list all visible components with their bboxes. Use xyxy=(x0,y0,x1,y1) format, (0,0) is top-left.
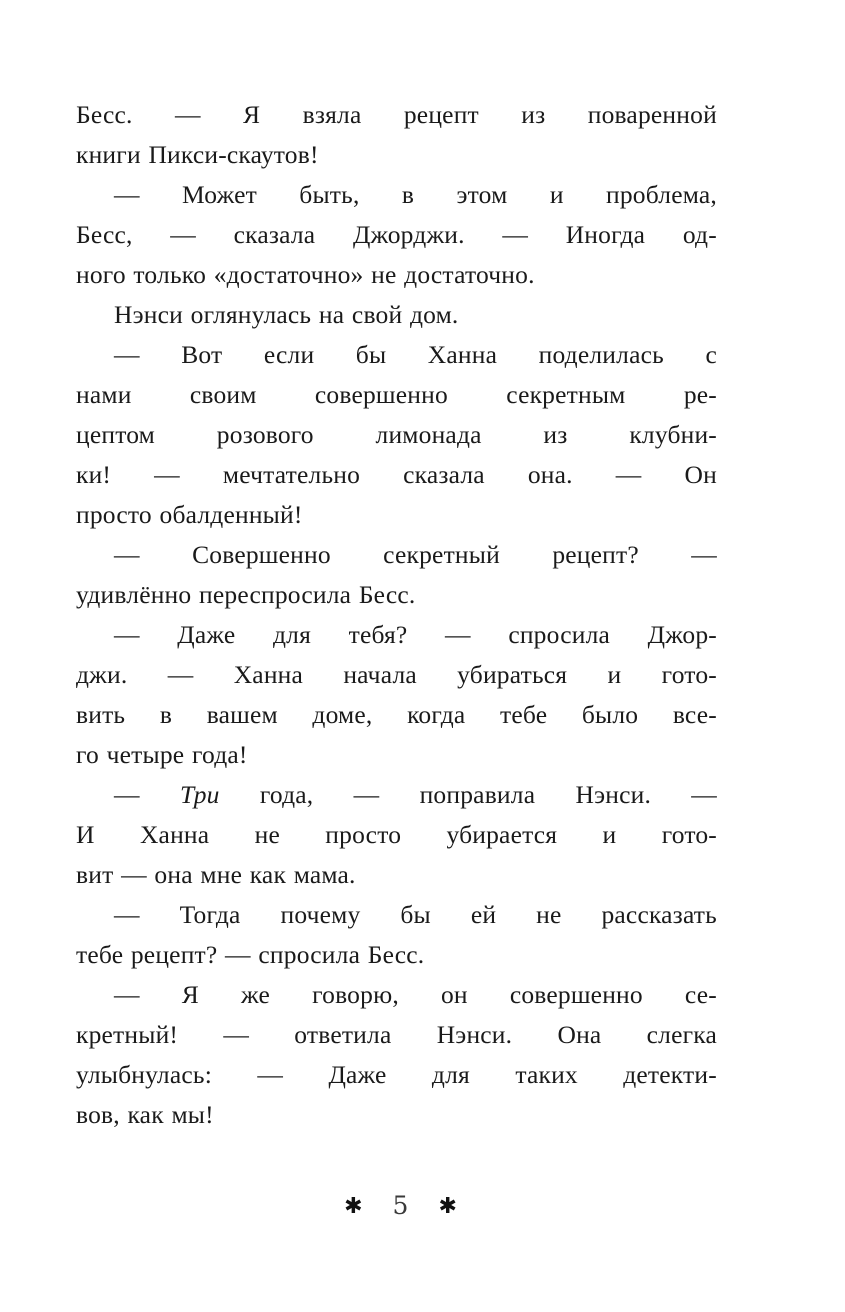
word: Даже xyxy=(328,1060,387,1089)
text-line xyxy=(76,820,717,860)
page-footer xyxy=(0,1193,845,1218)
paragraph xyxy=(76,780,717,900)
word: как xyxy=(249,860,287,889)
text-line xyxy=(76,620,717,660)
word: и xyxy=(607,660,622,689)
word: мне xyxy=(200,860,243,889)
word: бы xyxy=(355,340,387,369)
word: го xyxy=(76,740,99,769)
word: — xyxy=(691,540,717,569)
paragraph xyxy=(76,340,717,540)
word: книги xyxy=(76,140,141,169)
word: Нэнси. xyxy=(436,1020,513,1049)
word: достаточно. xyxy=(404,260,535,289)
word: этом xyxy=(456,180,508,209)
word: Джорджи. xyxy=(352,220,465,249)
word: на xyxy=(318,300,345,329)
footer-ornament-group xyxy=(344,1193,457,1218)
word: сказала xyxy=(233,220,316,249)
word: поделилась xyxy=(538,340,664,369)
word: доме, xyxy=(312,700,373,729)
word: Тогда xyxy=(179,900,241,929)
text-line xyxy=(76,220,717,260)
word: спросила xyxy=(508,620,611,649)
word: — xyxy=(174,100,201,129)
word: Она xyxy=(557,1020,602,1049)
word: — xyxy=(114,180,140,209)
word: не xyxy=(371,260,397,289)
word: рецепт? xyxy=(552,540,639,569)
word: тебя? xyxy=(348,620,408,649)
word: — xyxy=(114,540,140,569)
word: быть, xyxy=(299,180,360,209)
word: убираться xyxy=(457,660,568,689)
word: как xyxy=(127,1100,164,1129)
word: рецепт? xyxy=(130,940,218,969)
word: же xyxy=(241,980,271,1009)
word: Нэнси xyxy=(114,300,183,329)
text-line xyxy=(76,1060,717,1100)
paragraph xyxy=(76,620,717,780)
word: улыбнулась: xyxy=(76,1060,213,1089)
text-line xyxy=(76,340,717,380)
word: рецепт xyxy=(403,100,479,129)
word: — xyxy=(257,1060,284,1089)
word: Совершенно xyxy=(192,540,331,569)
word: начала xyxy=(343,660,417,689)
text-line xyxy=(76,580,717,620)
word: обалденный! xyxy=(159,500,303,529)
word: ного xyxy=(76,260,126,289)
word: секретный xyxy=(383,540,500,569)
word: в xyxy=(159,700,173,729)
word: — xyxy=(353,780,380,809)
word: Бесс, xyxy=(76,220,133,249)
text-line xyxy=(76,260,717,300)
text-line xyxy=(76,660,717,700)
word: Бесс. xyxy=(358,580,416,609)
word: «достаточно» xyxy=(213,260,364,289)
paragraph xyxy=(76,180,717,300)
word: говорю, xyxy=(312,980,399,1009)
word: — xyxy=(691,780,717,809)
word: розового xyxy=(216,420,314,449)
word: года! xyxy=(191,740,248,769)
text-line xyxy=(76,180,717,220)
text-line xyxy=(76,700,717,740)
word: Я xyxy=(243,100,261,129)
word: мама. xyxy=(293,860,356,889)
word: все- xyxy=(672,700,717,729)
word: — xyxy=(114,900,140,929)
word: не xyxy=(536,900,562,929)
word: и xyxy=(549,180,564,209)
word: — xyxy=(223,1020,250,1049)
word: — xyxy=(615,460,642,489)
word: только xyxy=(133,260,207,289)
word: Джор- xyxy=(647,620,717,649)
word: — xyxy=(445,620,471,649)
word: рассказать xyxy=(601,900,717,929)
word: для xyxy=(431,1060,470,1089)
word: Три xyxy=(179,780,220,809)
word: вить xyxy=(76,700,126,729)
word: четыре xyxy=(106,740,185,769)
word: — xyxy=(154,460,180,489)
word: се- xyxy=(684,980,717,1009)
text-line xyxy=(76,1100,717,1140)
word: И xyxy=(76,820,95,849)
text-line xyxy=(76,940,717,980)
word: Иногда xyxy=(565,220,646,249)
word: она. xyxy=(527,460,573,489)
word: гото- xyxy=(661,660,717,689)
text-line xyxy=(76,380,717,420)
word: сказала xyxy=(403,460,485,489)
word: мечтательно xyxy=(222,460,361,489)
word: вашем xyxy=(206,700,278,729)
word: мы! xyxy=(171,1100,214,1129)
word: свой xyxy=(351,300,403,329)
word: — xyxy=(225,940,251,969)
word: Бесс. xyxy=(76,100,133,129)
word: тебе xyxy=(500,700,548,729)
word: оглянулась xyxy=(190,300,312,329)
word: Может xyxy=(182,180,257,209)
word: Я xyxy=(181,980,199,1009)
word: слегка xyxy=(646,1020,717,1049)
word: — xyxy=(121,860,147,889)
word: переспросила xyxy=(199,580,352,609)
paragraph xyxy=(76,300,717,340)
word: и xyxy=(602,820,617,849)
word: Пикси-скаутов! xyxy=(148,140,319,169)
paragraph xyxy=(76,100,717,180)
word: од- xyxy=(682,220,717,249)
word: — xyxy=(114,620,140,649)
text-line xyxy=(76,100,717,140)
word: таких xyxy=(515,1060,578,1089)
asterisk-right-icon: ✱ xyxy=(438,1192,457,1218)
text-line xyxy=(76,420,717,460)
word: из xyxy=(521,100,546,129)
word: детекти- xyxy=(623,1060,717,1089)
word: клубни- xyxy=(629,420,717,449)
word: совершенно xyxy=(509,980,643,1009)
page-text-column xyxy=(76,100,717,1140)
asterisk-left-icon: ✱ xyxy=(344,1192,363,1218)
word: — xyxy=(170,220,196,249)
word: Даже xyxy=(177,620,236,649)
text-line xyxy=(76,300,717,340)
text-line xyxy=(76,1020,717,1060)
word: просто xyxy=(76,500,152,529)
word: вит xyxy=(76,860,114,889)
word: просто xyxy=(325,820,402,849)
word: когда xyxy=(407,700,466,729)
text-line xyxy=(76,500,717,540)
word: Нэнси. xyxy=(575,780,652,809)
word: цептом xyxy=(76,420,156,449)
word: поправила xyxy=(419,780,536,809)
word: Ханна xyxy=(427,340,498,369)
word: Бесс. xyxy=(367,940,425,969)
word: дом. xyxy=(409,300,459,329)
word: — xyxy=(114,340,140,369)
word: гото- xyxy=(661,820,717,849)
word: в xyxy=(401,180,415,209)
word: из xyxy=(543,420,568,449)
page-number: 5 xyxy=(392,1191,409,1220)
word: ей xyxy=(470,900,497,929)
word: спросила xyxy=(258,940,361,969)
text-line xyxy=(76,780,717,820)
text-line xyxy=(76,860,717,900)
word: тебе xyxy=(76,940,124,969)
word: — xyxy=(114,980,140,1009)
text-line xyxy=(76,140,717,180)
word: Вот xyxy=(181,340,223,369)
word: удивлённо xyxy=(76,580,192,609)
word: он xyxy=(440,980,468,1009)
word: вов, xyxy=(76,1100,120,1129)
word: взяла xyxy=(302,100,362,129)
word: — xyxy=(502,220,529,249)
paragraph xyxy=(76,980,717,1140)
word: Ханна xyxy=(233,660,304,689)
text-line xyxy=(76,740,717,780)
text-line xyxy=(76,980,717,1020)
word: ре- xyxy=(683,380,717,409)
word: совершенно xyxy=(314,380,448,409)
word: секретным xyxy=(506,380,626,409)
word: джи. xyxy=(76,660,128,689)
word: Он xyxy=(684,460,717,489)
word: нами xyxy=(76,380,132,409)
word: года, xyxy=(259,780,314,809)
word: для xyxy=(272,620,312,649)
text-line xyxy=(76,460,717,500)
word: Ханна xyxy=(139,820,210,849)
word: почему xyxy=(280,900,361,929)
text-line xyxy=(76,540,717,580)
word: своим xyxy=(189,380,257,409)
word: с xyxy=(705,340,717,369)
paragraph xyxy=(76,900,717,980)
word: проблема, xyxy=(606,180,717,209)
word: было xyxy=(581,700,639,729)
word: — xyxy=(114,780,140,809)
word: кретный! xyxy=(76,1020,179,1049)
word: убирается xyxy=(446,820,558,849)
paragraph xyxy=(76,540,717,620)
text-line xyxy=(76,900,717,940)
word: лимонада xyxy=(375,420,482,449)
word: ответила xyxy=(294,1020,392,1049)
word: она xyxy=(154,860,193,889)
word: бы xyxy=(400,900,431,929)
word: если xyxy=(263,340,315,369)
word: не xyxy=(254,820,280,849)
word: поваренной xyxy=(587,100,717,129)
word: — xyxy=(167,660,194,689)
word: ки! xyxy=(76,460,112,489)
